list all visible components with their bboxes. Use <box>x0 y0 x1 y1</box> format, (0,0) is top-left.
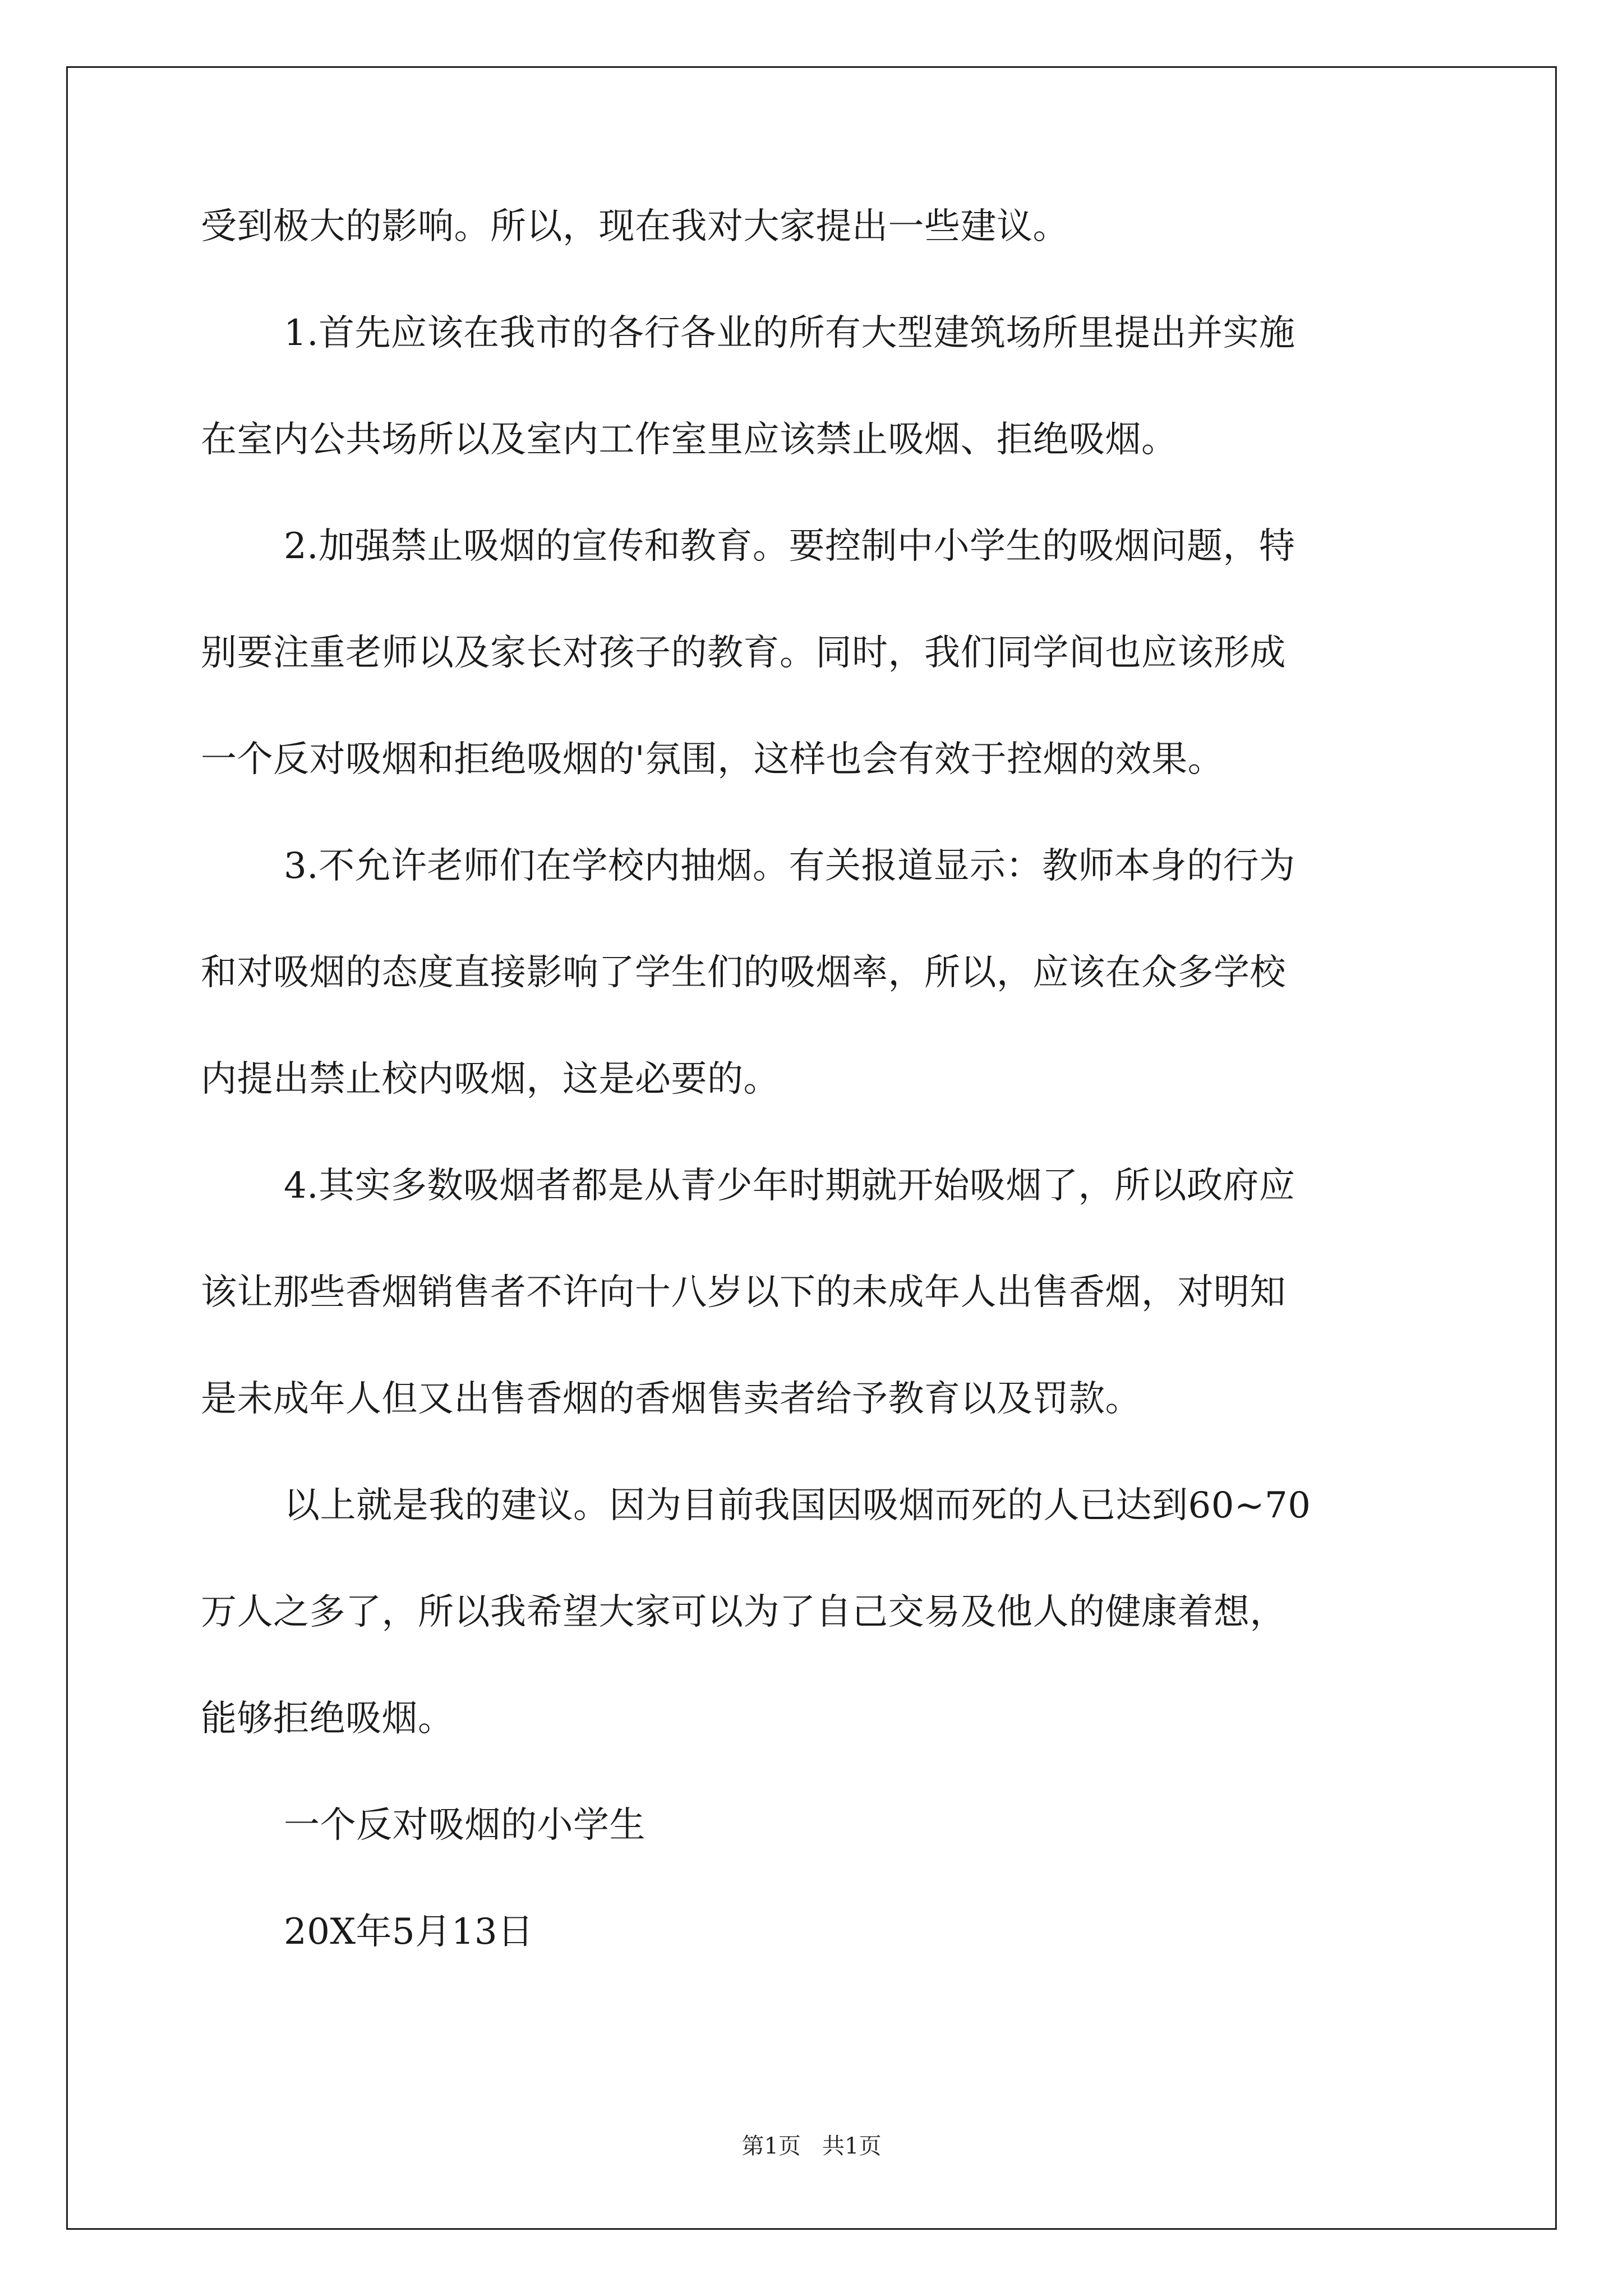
suggestion-4-line-3: 是未成年人但又出售香烟的香烟售卖者给予教育以及罚款。 <box>201 1378 1141 1420</box>
date: 20X年5月13日 <box>284 1911 534 1953</box>
page-number-footer: 第1页 共1页 <box>741 2133 882 2159</box>
suggestion-2-line-2: 别要注重老师以及家长对孩子的教育。同时，我们同学间也应该形成 <box>201 632 1286 674</box>
signature: 一个反对吸烟的小学生 <box>284 1805 645 1846</box>
suggestion-2-line-3: 一个反对吸烟和拒绝吸烟的'氛围，这样也会有效于控烟的效果。 <box>201 739 1224 780</box>
suggestion-1-line-1: 1.首先应该在我市的各行各业的所有大型建筑场所里提出并实施 <box>284 312 1295 354</box>
suggestion-1-line-2: 在室内公共场所以及室内工作室里应该禁止吸烟、拒绝吸烟。 <box>201 419 1178 461</box>
suggestion-3-line-3: 内提出禁止校内吸烟，这是必要的。 <box>201 1059 780 1100</box>
conclusion-line-3: 能够拒绝吸烟。 <box>201 1698 454 1740</box>
suggestion-3-line-1: 3.不允许老师们在学校内抽烟。有关报道显示：教师本身的行为 <box>284 845 1295 887</box>
text-line: 受到极大的影响。所以，现在我对大家提出一些建议。 <box>201 206 1069 247</box>
conclusion-line-1: 以上就是我的建议。因为目前我国因吸烟而死的人已达到60~70 <box>284 1485 1311 1526</box>
suggestion-2-line-1: 2.加强禁止吸烟的宣传和教育。要控制中小学生的吸烟问题，特 <box>284 526 1295 567</box>
conclusion-line-2: 万人之多了，所以我希望大家可以为了自己交易及他人的健康着想， <box>201 1591 1286 1633</box>
suggestion-4-line-1: 4.其实多数吸烟者都是从青少年时期就开始吸烟了，所以政府应 <box>284 1165 1295 1207</box>
suggestion-4-line-2: 该让那些香烟销售者不许向十八岁以下的未成年人出售香烟，对明知 <box>201 1272 1286 1313</box>
suggestion-3-line-2: 和对吸烟的态度直接影响了学生们的吸烟率，所以，应该在众多学校 <box>201 952 1286 993</box>
